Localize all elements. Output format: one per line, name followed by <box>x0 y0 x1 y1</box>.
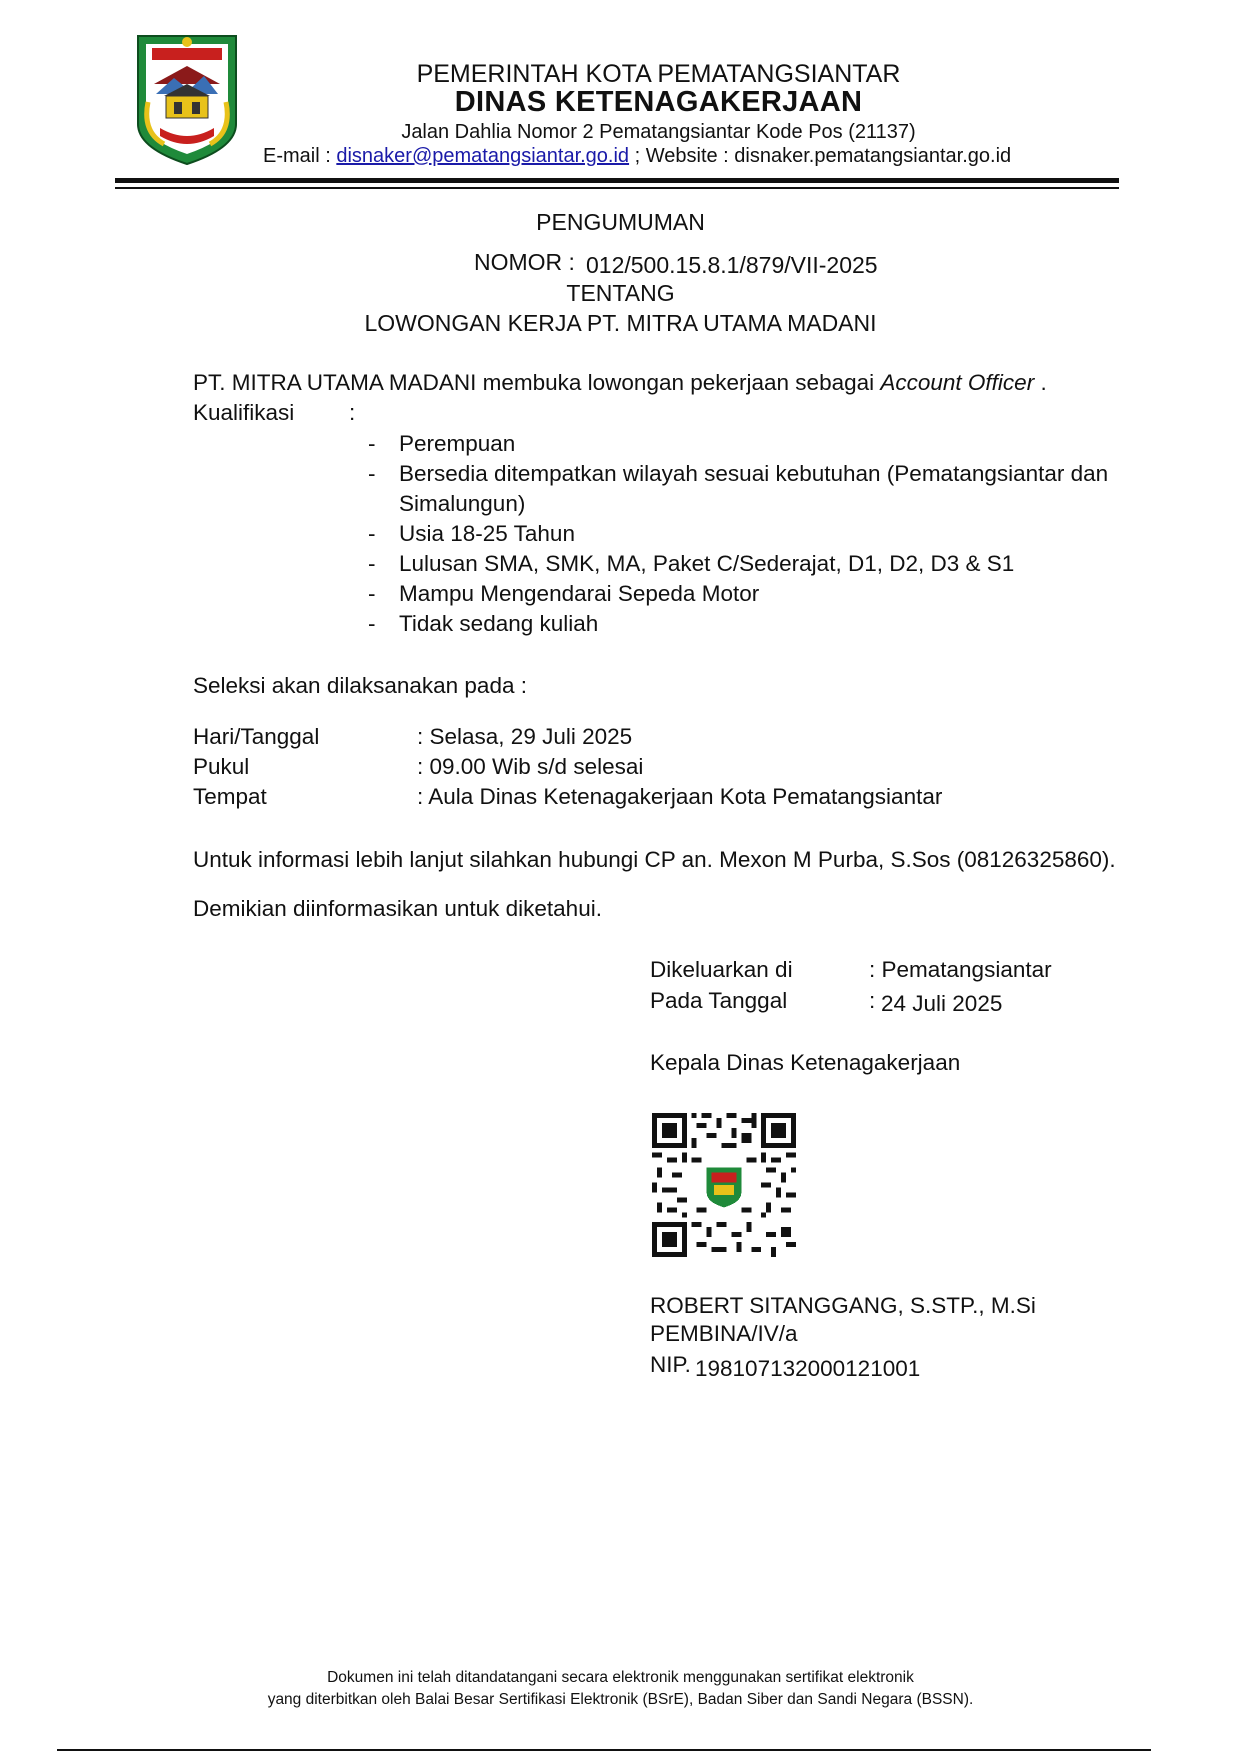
email-label: E-mail : <box>263 145 337 167</box>
qualifications-list <box>368 429 1138 639</box>
list-item: - Lulusan SMA, SMK, MA, Paket C/Sederajat, D1, D2, D3 & S1 <box>368 549 1138 579</box>
schedule-label: Tempat <box>193 784 267 809</box>
signatory-rank: PEMBINA/IV/a <box>650 1321 798 1346</box>
website-text: disnaker.pematangsiantar.go.id <box>734 145 1012 167</box>
schedule-row-place <box>193 784 942 810</box>
letterhead-contact <box>263 145 1011 168</box>
schedule-value: : 09.00 Wib s/d selesai <box>417 754 644 779</box>
tentang-label: TENTANG <box>566 280 675 306</box>
schedule-row-time <box>193 754 643 780</box>
signatory-name: ROBERT SITANGGANG, S.STP., M.Si <box>650 1293 1036 1318</box>
nip-value: 198107132000121001 <box>695 1356 921 1381</box>
intro-paragraph <box>193 370 1047 396</box>
qualifications-label: Kualifikasi <box>193 400 295 425</box>
position-title: Account Officer <box>880 370 1035 395</box>
letterhead-address: Jalan Dahlia Nomor 2 Pematangsiantar Kode Pos (21137) <box>401 121 916 143</box>
list-item: - Perempuan <box>368 429 1138 459</box>
list-item: - Usia 18-25 Tahun <box>368 519 1138 549</box>
issued-place-label: Dikeluarkan di <box>650 957 793 982</box>
letterhead-agency: DINAS KETENAGAKERJAAN <box>454 86 863 118</box>
closing-paragraph: Demikian diinformasikan untuk diketahui. <box>193 896 602 921</box>
qualifications-colon: : <box>349 400 356 425</box>
nomor-label: NOMOR : <box>474 249 575 275</box>
selection-intro: Seleksi akan dilaksanakan pada : <box>193 673 527 698</box>
issued-place-value: : Pematangsiantar <box>869 957 1052 982</box>
intro-end: . <box>1034 370 1047 395</box>
letterhead-divider-thick <box>115 178 1119 183</box>
nip-label: NIP. <box>650 1352 691 1377</box>
qr-code-signature <box>652 1113 796 1257</box>
website-label: ; Website : <box>629 145 735 167</box>
intro-text: PT. MITRA UTAMA MADANI membuka lowongan pekerjaan sebagai <box>193 370 881 395</box>
footer-certification-line1: Dokumen ini telah ditandatangani secara elektronik menggunakan sertifikat elektronik <box>327 1669 914 1686</box>
schedule-value: : Selasa, 29 Juli 2025 <box>417 724 633 749</box>
document-title: PENGUMUMAN <box>536 209 705 235</box>
schedule-value: : Aula Dinas Ketenagakerjaan Kota Pematangsiantar <box>417 784 943 809</box>
schedule-label: Pukul <box>193 754 250 779</box>
list-item: - Tidak sedang kuliah <box>368 609 1138 639</box>
signatory-position: Kepala Dinas Ketenagakerjaan <box>650 1050 961 1075</box>
email-link[interactable]: disnaker@pematangsiantar.go.id <box>336 145 630 167</box>
list-item: - Bersedia ditempatkan wilayah sesuai kebutuhan (Pematangsiantar dan Simalungun) <box>368 459 1138 519</box>
issued-date-value: 24 Juli 2025 <box>881 991 1003 1016</box>
document-subject: LOWONGAN KERJA PT. MITRA UTAMA MADANI <box>364 310 877 336</box>
letterhead-divider-thin <box>115 187 1119 189</box>
contact-paragraph: Untuk informasi lebih lanjut silahkan hubungi CP an. Mexon M Purba, S.Sos (08126325860). <box>193 847 1116 872</box>
nomor-value: 012/500.15.8.1/879/VII-2025 <box>586 252 878 278</box>
schedule-row-date <box>193 724 632 750</box>
footer-certification-line2: yang diterbitkan oleh Balai Besar Sertifikasi Elektronik (BSrE), Badan Siber dan Sandi Negara (BSSN). <box>267 1691 974 1708</box>
issued-date-label: Pada Tanggal <box>650 988 788 1013</box>
letterhead-government: PEMERINTAH KOTA PEMATANGSIANTAR <box>416 60 901 88</box>
list-item: - Mampu Mengendarai Sepeda Motor <box>368 579 1138 609</box>
footer-divider <box>57 1749 1151 1751</box>
schedule-label: Hari/Tanggal <box>193 724 320 749</box>
issued-date-colon: : <box>869 988 876 1013</box>
